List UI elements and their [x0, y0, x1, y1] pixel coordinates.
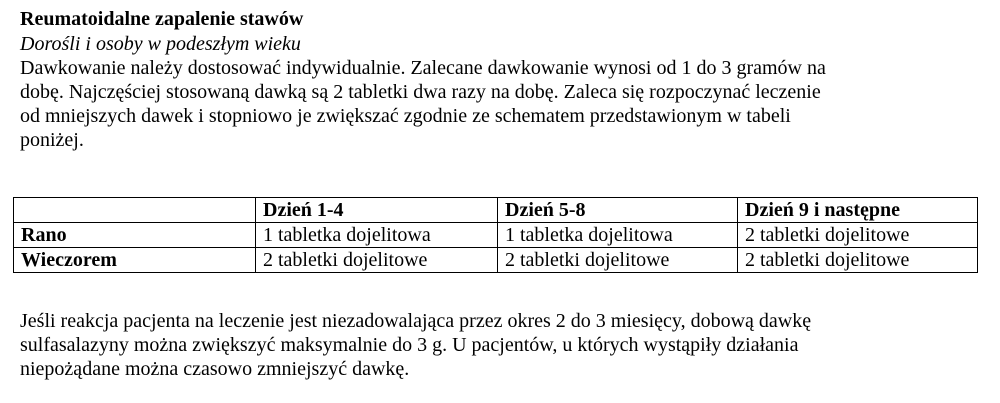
- intro-line: od mniejszych dawek i stopniowo je zwiększać zgodnie ze schematem przedstawionym w tabeli: [20, 105, 791, 127]
- table-cell: 1 tabletka dojelitowa: [256, 223, 498, 248]
- dosage-table: [13, 197, 978, 273]
- table-header-row: [14, 198, 978, 223]
- intro-line: poniżej.: [20, 129, 84, 151]
- table-row: [14, 223, 978, 248]
- section-subtitle: Dorośli i osoby w podeszłym wieku: [20, 33, 301, 55]
- table-cell: 2 tabletki dojelitowe: [498, 248, 738, 273]
- intro-paragraph: [20, 56, 980, 152]
- table-cell: 1 tabletka dojelitowa: [498, 223, 738, 248]
- table-cell: 2 tabletki dojelitowe: [738, 248, 978, 273]
- table-header-cell: Dzień 5-8: [498, 198, 738, 223]
- outro-line: sulfasalazyny można zwiększyć maksymalnie do 3 g. U pacjentów, u których wystąpiły działania: [20, 334, 799, 356]
- outro-paragraph: [20, 309, 980, 381]
- intro-line: Dawkowanie należy dostosować indywidualnie. Zalecane dawkowanie wynosi od 1 do 3 gramów na: [20, 57, 826, 79]
- table-header-cell: [14, 198, 256, 223]
- table-cell: 2 tabletki dojelitowe: [738, 223, 978, 248]
- table-cell: 2 tabletki dojelitowe: [256, 248, 498, 273]
- section-title: Reumatoidalne zapalenie stawów: [20, 8, 304, 30]
- intro-line: dobę. Najczęściej stosowaną dawką są 2 tabletki dwa razy na dobę. Zaleca się rozpoczynać leczenie: [20, 81, 821, 103]
- table-row-label: Rano: [14, 223, 256, 248]
- outro-line: Jeśli reakcja pacjenta na leczenie jest niezadowalająca przez okres 2 do 3 miesięcy, dobową dawkę: [20, 310, 812, 332]
- table-row: [14, 248, 978, 273]
- table-header-cell: Dzień 9 i następne: [738, 198, 978, 223]
- table-row-label: Wieczorem: [14, 248, 256, 273]
- table-header-cell: Dzień 1-4: [256, 198, 498, 223]
- outro-line: niepożądane można czasowo zmniejszyć dawkę.: [20, 358, 410, 380]
